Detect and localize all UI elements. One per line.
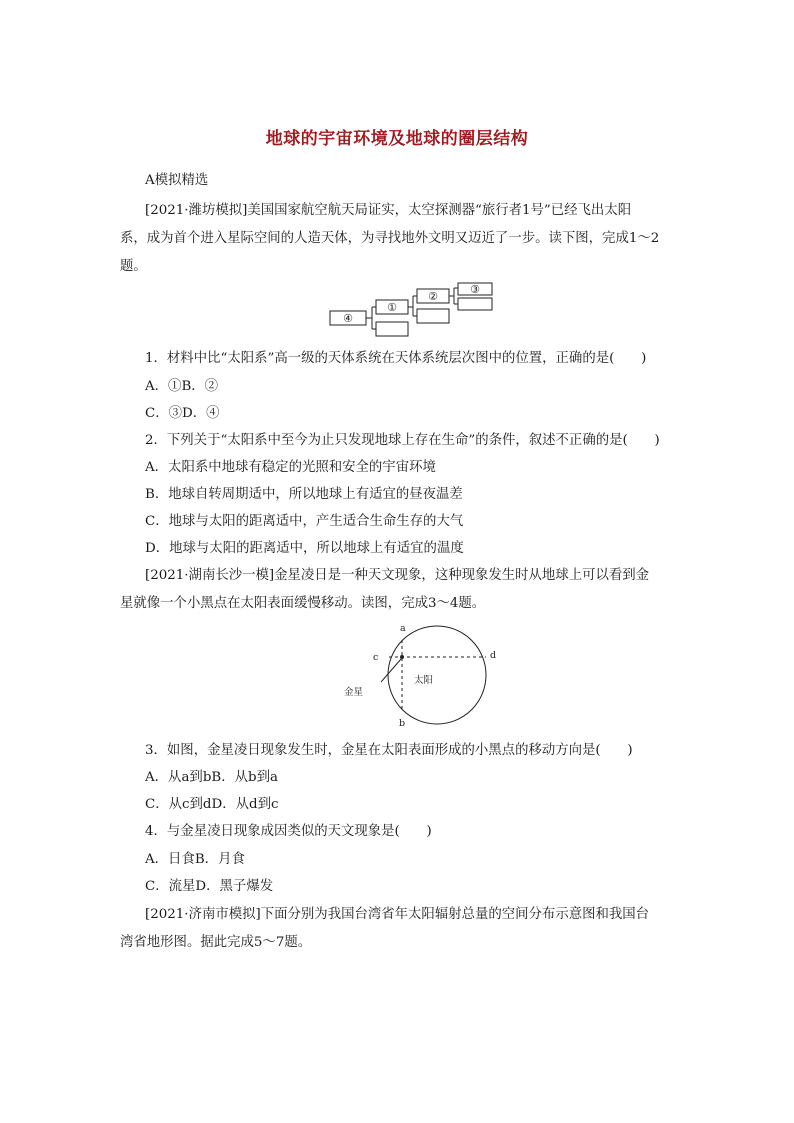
- intro3-line-1: [2021·济南市模拟]下面分别为我国台湾省年太阳辐射总量的空间分布示意图和我国台: [145, 907, 650, 922]
- intro2-line-2: 星就像一个小黑点在太阳表面缓慢移动。读图，完成3～4题。: [120, 596, 486, 611]
- q3-options-ab: A．从a到bB．从b到a: [145, 770, 278, 785]
- point-c-label: c: [373, 652, 379, 663]
- question-4: 4．与金星凌日现象成因类似的天文现象是( ): [145, 824, 432, 839]
- q2-option-a: A．太阳系中地球有稳定的光照和安全的宇宙环境: [145, 460, 436, 475]
- q4-options-ab: A．日食B．月食: [145, 852, 245, 867]
- diagram-label-4: ④: [343, 312, 353, 325]
- intro2-line-1: [2021·湖南长沙一模]金星凌日是一种天文现象，这种现象发生时从地球上可以看到金: [145, 568, 650, 583]
- intro3-line-2: 湾省地形图。据此完成5～7题。: [120, 935, 312, 950]
- point-a-label: a: [400, 623, 406, 634]
- q1-options-cd: C．③D．④: [145, 406, 220, 421]
- q2-option-d: D．地球与太阳的距离适中，所以地球上有适宜的温度: [145, 541, 464, 556]
- point-d-label: d: [490, 650, 497, 661]
- q1-options-ab: A．①B．②: [145, 379, 219, 394]
- q2-option-c: C．地球与太阳的距离适中，产生适合生命生存的大气: [145, 514, 464, 529]
- question-2: 2．下列关于“太阳系中至今为止只发现地球上存在生命”的条件，叙述不正确的是( ): [145, 433, 660, 448]
- celestial-hierarchy-diagram: [326, 282, 498, 340]
- point-b-label: b: [399, 718, 406, 729]
- question-3: 3．如图，金星凌日现象发生时，金星在太阳表面形成的小黑点的移动方向是( ): [145, 743, 633, 758]
- q4-options-cd: C．流星D．黑子爆发: [145, 879, 274, 894]
- q3-options-cd: C．从c到dD．从d到c: [145, 797, 279, 812]
- venus-label: 金星: [344, 687, 364, 698]
- diagram-label-3: ③: [470, 283, 480, 296]
- q2-option-b: B．地球自转周期适中，所以地球上有适宜的昼夜温差: [145, 487, 463, 502]
- page-title: 地球的宇宙环境及地球的圈层结构: [265, 129, 529, 149]
- intro-line-3: 题。: [120, 259, 147, 274]
- question-1: 1．材料中比“太阳系”高一级的天体系统在天体系统层次图中的位置，正确的是( ): [145, 351, 647, 366]
- section-heading: A模拟精选: [145, 173, 209, 188]
- intro-line-1: [2021·潍坊模拟]美国国家航空航天局证实，太空探测器“旅行者1号”已经飞出太阳: [145, 203, 632, 218]
- intro-line-2: 系，成为首个进入星际空间的人造天体，为寻找地外文明又迈近了一步。读下图，完成1～2: [120, 231, 660, 246]
- sun-label: 太阳: [414, 675, 434, 686]
- diagram-label-1: ①: [387, 301, 397, 314]
- venus-transit-diagram: [340, 620, 500, 732]
- diagram-label-2: ②: [428, 290, 438, 303]
